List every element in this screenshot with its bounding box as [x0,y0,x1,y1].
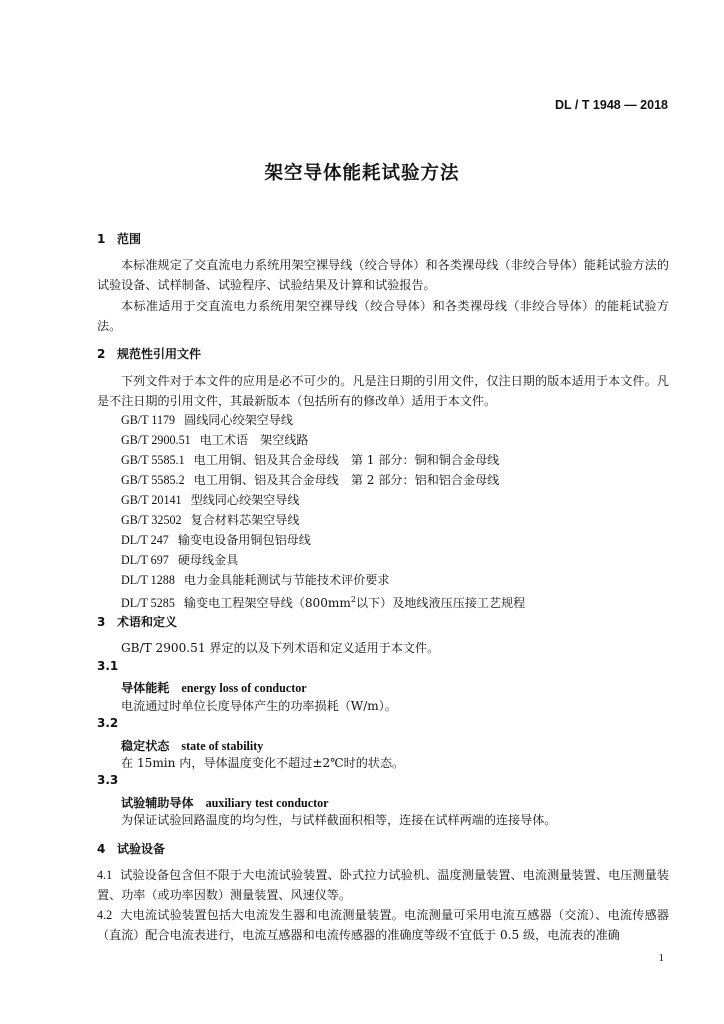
reference-code: GB/T 5585.2 [121,473,185,487]
reference-item [121,550,238,570]
reference-title: 硬母线金具 [177,553,239,567]
reference-item [121,570,389,590]
term-number: 3.3 [97,773,119,787]
superscript: 2 [350,595,356,604]
section-3-intro: GB/T 2900.51 界定的以及下列术语和定义适用于本文件。 [121,641,440,655]
term-en: state of stability [181,739,264,753]
clause-text: 大电流试验装置包括大电流发生器和电流测量装置。电流测量可采用电流互感器（交流）、电流传感器（直流）配合电流表进行，电流互感器和电流传感器的准确度等级不宜低于 0.5 级，电流表的准确 [97,908,669,943]
section-title: 范围 [117,232,142,246]
term-definition: 电流通过时单位长度导体产生的功率损耗（W/m）。 [121,699,397,713]
section-title: 试验设备 [117,842,166,856]
standard-code: DL / T 1948 — 2018 [554,98,668,112]
reference-title-rest: 以下）及地线液压压接工艺规程 [355,596,526,611]
section-2-paragraph-1: 下列文件对于本文件的应用是必不可少的。凡是注日期的引用文件，仅注日期的版本适用于本文件。凡是不注日期的引用文件，其最新版本（包括所有的修改单）适用于本文件。 [97,374,669,409]
reference-title: 输变电工程架空导线（800mm [183,596,351,611]
reference-title: 电工用铜、铝及其合金母线 第 2 部分：铝和铝合金母线 [193,473,500,487]
reference-code: DL/T 5285 [121,596,175,611]
term-cn: 稳定状态 [121,739,170,753]
section-number: 1 [97,232,106,246]
reference-code: GB/T 20141 [121,493,182,507]
reference-title: 电工用铜、铝及其合金母线 第 1 部分：铜和铜合金母线 [193,453,500,467]
reference-code: GB/T 32502 [121,513,182,527]
term-en: energy loss of conductor [181,681,307,695]
clause-number: 4.2 [97,908,113,922]
section-number: 3 [97,615,106,629]
section-number: 2 [97,347,106,361]
term-en: auxiliary test conductor [205,796,329,810]
reference-code: DL/T 1288 [121,573,175,587]
reference-title: 电力金具能耗测试与节能技术评价要求 [183,573,390,587]
reference-code: GB/T 2900.51 [121,433,191,447]
reference-title: 电工术语 架空线路 [199,433,309,447]
document-title: 架空导体能耗试验方法 [264,163,460,184]
reference-item [121,530,311,550]
term-heading [121,737,263,754]
section-2-heading [97,345,201,362]
section-1-heading [97,230,141,247]
term-cn: 试验辅助导体 [121,796,194,810]
reference-item [121,510,299,530]
reference-item [121,410,293,430]
section-1-paragraph-1: 本标准规定了交直流电力系统用架空裸导线（绞合导体）和各类裸母线（非绞合导体）能耗试验方法的试验设备、试样制备、试验程序、试验结果及计算和试验报告。 [97,258,669,293]
section-number: 4 [97,842,106,856]
section-3-heading [97,613,177,630]
reference-item [121,470,499,490]
section-title: 术语和定义 [117,615,178,629]
reference-title: 复合材料芯架空导线 [190,513,300,527]
reference-title: 圆线同心绞架空导线 [184,413,293,427]
clause-4-1 [97,865,669,906]
reference-code: DL/T 697 [121,553,169,567]
reference-item [121,590,525,613]
section-title: 规范性引用文件 [117,347,202,361]
term-heading [121,794,329,811]
page-number: 1 [658,952,664,964]
reference-code: GB/T 5585.1 [121,453,185,467]
section-4-heading [97,840,165,857]
term-heading [121,679,307,696]
term-definition: 为保证试验回路温度的均匀性，与试样截面积相等，连接在试样两端的连接导体。 [121,813,557,827]
clause-4-2 [97,905,669,946]
term-cn: 导体能耗 [121,681,170,695]
reference-title: 输变电设备用铜包铝母线 [177,533,311,547]
term-definition: 在 15min 内，导体温度变化不超过±2℃时的状态。 [121,756,405,770]
reference-title: 型线同心绞架空导线 [190,493,300,507]
clause-text: 试验设备包含但不限于大电流试验装置、卧式拉力试验机、温度测量装置、电流测量装置、电压测量装置、功率（或功率因数）测量装置、风速仪等。 [97,868,669,903]
term-number: 3.2 [97,716,119,730]
clause-number: 4.1 [97,868,113,882]
reference-item [121,490,299,510]
section-1-paragraph-2: 本标准适用于交直流电力系统用架空裸导线（绞合导体）和各类裸母线（非绞合导体）的能耗试验方法。 [97,299,669,334]
reference-code: DL/T 247 [121,533,169,547]
reference-item [121,430,309,450]
reference-code: GB/T 1179 [121,413,176,427]
term-number: 3.1 [97,659,119,673]
reference-item [121,450,499,470]
